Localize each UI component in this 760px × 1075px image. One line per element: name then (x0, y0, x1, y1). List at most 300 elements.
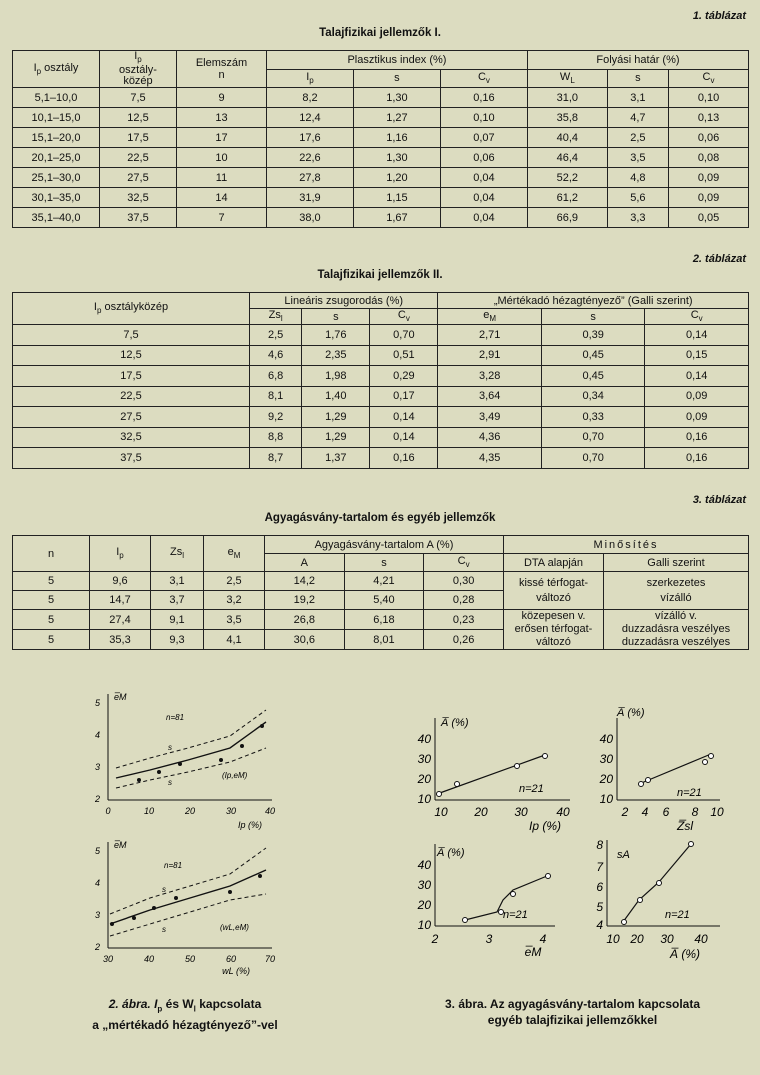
fig3-p4-ytick: 5 (596, 900, 603, 914)
t2-cell: 0,29 (370, 366, 438, 387)
fig2-top-xtick: 20 (184, 806, 196, 816)
t2-cell: 2,5 (250, 325, 302, 346)
fig3-p3-n-label: n=21 (503, 909, 528, 921)
t3-cell: 3,5 (204, 610, 265, 630)
t1-cell: 17 (177, 128, 267, 148)
t1-cell: 30,1–35,0 (13, 188, 100, 208)
fig3-p4-ytick: 7 (596, 860, 603, 874)
t2-head-s2: s (541, 309, 644, 325)
figure3-caption-line1: 3. ábra. Az agyagásvány-tartalom kapcsolata (445, 997, 700, 1011)
t3-cell: 5 (13, 572, 90, 591)
t3-head-dta: DTA alapján (504, 554, 604, 572)
fig2-top-ytick: 5 (94, 698, 100, 708)
fig3-p1-point (455, 782, 460, 787)
figure3-caption (400, 996, 745, 1028)
fig3-p1-ytick: 40 (417, 732, 431, 746)
t1-head-cv: $C_v$ (440, 69, 527, 88)
fig3-p2-xtick: 4 (641, 805, 649, 819)
t2-cell: 0,33 (541, 407, 644, 428)
fig3-p3-xtick: 3 (485, 932, 493, 946)
fig3-p2-ytick: 20 (599, 772, 613, 786)
fig2-bottom-xtick: 40 (143, 954, 155, 964)
t1-cell: 3,3 (607, 208, 668, 228)
t1-cell: 52,2 (527, 168, 607, 188)
fig3-p2-xlabel: Z̅sl (677, 819, 693, 833)
fig3-p3-point (463, 918, 468, 923)
fig3-p3-xtick: 2 (431, 932, 439, 946)
fig3-p2-ytick: 10 (599, 792, 613, 806)
t1-cell: 3,5 (607, 148, 668, 168)
fig2-top-lower-band (116, 748, 266, 788)
t1-cell: 66,9 (527, 208, 607, 228)
fig3-p1-point (543, 754, 548, 759)
t1-cell: 17,5 (100, 128, 177, 148)
t2-cell: 0,70 (370, 325, 438, 346)
t3-cell: 35,3 (90, 630, 151, 650)
fig2-top-ytick: 2 (94, 794, 100, 804)
t3-head-a: A (265, 554, 345, 572)
fig3-p3-xlabel: e̅M (524, 945, 542, 959)
t1-cell: 35,8 (527, 108, 607, 128)
fig2-top-point (260, 724, 264, 728)
fig3-p4-xtick: 30 (660, 932, 674, 946)
fig2-top-s-lower: s (168, 778, 172, 787)
fig2-bottom-xtick: 50 (184, 954, 196, 964)
fig2-bottom-ylabel: e̅M (114, 840, 127, 850)
t1-cell: 25,1–30,0 (13, 168, 100, 188)
t1-cell: 0,06 (669, 128, 749, 148)
t2-cell: 0,70 (541, 427, 644, 448)
fig2-top-point (178, 762, 182, 766)
t1-cell: 27,8 (267, 168, 354, 188)
t2-cell: 1,98 (302, 366, 370, 387)
t3-head-zs: $Zs_l$ (151, 536, 204, 572)
t2-cell: 2,35 (302, 345, 370, 366)
t2-row (13, 448, 749, 469)
t2-cell: 8,8 (250, 427, 302, 448)
fig3-p1-xtick: 20 (474, 805, 488, 819)
t2-cell: 3,28 (438, 366, 541, 387)
t3-cell: 26,8 (265, 610, 345, 630)
t2-cell: 0,45 (541, 345, 644, 366)
fig2-top-xtick: 40 (264, 806, 276, 816)
table3-title: Agyagásvány-tartalom és egyéb jellemzők (264, 512, 496, 524)
t2-cell: 1,37 (302, 448, 370, 469)
fig3-p1-ytick: 10 (417, 792, 431, 806)
fig3-p4-point (622, 920, 627, 925)
fig2-top-n-label: n=81 (166, 713, 185, 722)
fig3-p3-ytick: 10 (417, 918, 431, 932)
t3-head-cv: $C_v$ (424, 554, 504, 572)
t1-cell: 0,08 (669, 148, 749, 168)
fig2-top-ylabel: e̅M (114, 692, 127, 702)
t1-cell: 5,6 (607, 188, 668, 208)
t2-head-cv: $C_v$ (370, 309, 438, 325)
t1-cell: 0,10 (669, 88, 749, 108)
figure3-caption-line2: egyéb talajfizikai jellemzőkkel (487, 1013, 658, 1027)
t1-cell: 0,09 (669, 168, 749, 188)
t3-rating-dta-1: kissé térfogat- változó (504, 572, 604, 610)
fig2-bottom-legend: (wL,eM) (220, 923, 249, 932)
fig3-p1-ytick: 20 (417, 772, 431, 786)
fig3-p4-n-label: n=21 (665, 909, 690, 921)
t2-cell: 0,17 (370, 386, 438, 407)
fig2-top-ytick: 4 (94, 730, 100, 740)
table2-number: 2. táblázat (692, 253, 746, 265)
t3-head-clay: Agyagásvány-tartalom A (%) (265, 536, 504, 554)
t1-head-class: $I_p$ osztály (13, 51, 100, 88)
t2-cell: 12,5 (13, 345, 250, 366)
t1-cell: 35,1–40,0 (13, 208, 100, 228)
t1-cell: 2,5 (607, 128, 668, 148)
t2-row (13, 386, 749, 407)
fig3-p1-xlabel: Ip (%) (528, 819, 562, 833)
t1-cell: 15,1–20,0 (13, 128, 100, 148)
fig3-p1-n-label: n=21 (519, 783, 544, 795)
t1-head-wl: $W_L$ (527, 69, 607, 88)
t2-cell: 4,36 (438, 427, 541, 448)
fig3-p2-xtick: 10 (710, 805, 724, 819)
t1-cell: 1,67 (353, 208, 440, 228)
figure2-caption-line2: a „mértékadó hézagtényező”-vel (92, 1018, 278, 1033)
table3 (12, 535, 749, 650)
t1-head-plastic: Plasztikus index (%) (267, 51, 528, 70)
t3-head-em: $e_M$ (204, 536, 265, 572)
t1-head-s2: s (607, 69, 668, 88)
t3-cell: 3,7 (151, 591, 204, 610)
fig2-top-xtick: 0 (105, 806, 111, 816)
fig3-chart-ip (417, 717, 570, 833)
t1-cell: 61,2 (527, 188, 607, 208)
t2-cell: 6,8 (250, 366, 302, 387)
t1-cell: 8,2 (267, 88, 354, 108)
t2-cell: 0,70 (541, 448, 644, 469)
fig3-p4-point (689, 842, 694, 847)
t1-cell: 0,10 (440, 108, 527, 128)
t1-cell: 17,6 (267, 128, 354, 148)
t1-head-mid: $I_p$ osztály- közép (100, 51, 177, 88)
fig3-p1-xtick: 30 (514, 805, 528, 819)
fig3-p3-ytick: 20 (417, 898, 431, 912)
t1-cell: 3,1 (607, 88, 668, 108)
t2-head-zs: $Zs_l$ (250, 309, 302, 325)
fig3-chart-em (417, 844, 555, 959)
t1-cell: 0,05 (669, 208, 749, 228)
fig3-p4-point (638, 898, 643, 903)
t1-cell: 31,9 (267, 188, 354, 208)
t2-row (13, 407, 749, 428)
t3-cell: 6,18 (344, 610, 424, 630)
t1-cell: 1,27 (353, 108, 440, 128)
fig3-p2-ytick: 40 (599, 732, 613, 746)
fig2-top-point (219, 758, 223, 762)
t1-cell: 12,4 (267, 108, 354, 128)
table3-number: 3. táblázat (692, 494, 746, 506)
t1-cell: 10,1–15,0 (13, 108, 100, 128)
fig2-bottom-xtick: 30 (102, 954, 114, 964)
t2-cell: 1,29 (302, 407, 370, 428)
fig3-p2-xtick: 6 (662, 805, 670, 819)
t1-cell: 31,0 (527, 88, 607, 108)
t3-cell: 14,2 (265, 572, 345, 591)
t1-row (13, 168, 749, 188)
fig2-bottom-xlabel: wL (%) (222, 966, 250, 976)
t2-row (13, 427, 749, 448)
t1-cell: 12,5 (100, 108, 177, 128)
fig3-p3-ytick: 40 (417, 858, 431, 872)
t3-cell: 4,21 (344, 572, 424, 591)
fig3-p3-point (499, 910, 504, 915)
fig2-bottom-ytick: 2 (94, 942, 100, 952)
fig3-chart-sa (596, 838, 720, 961)
t2-cell: 8,1 (250, 386, 302, 407)
t3-cell: 5 (13, 610, 90, 630)
t2-cell: 1,76 (302, 325, 370, 346)
fig2-bottom-point (228, 890, 232, 894)
t1-row (13, 128, 749, 148)
t3-cell: 0,30 (424, 572, 504, 591)
t3-rating-galli-2: vízálló v. duzzadásra veszélyes duzzadásra veszélyes (604, 610, 749, 650)
t1-cell: 4,8 (607, 168, 668, 188)
t1-cell: 7 (177, 208, 267, 228)
t1-cell: 0,13 (669, 108, 749, 128)
table2-title: Talajfizikai jellemzők II. (317, 269, 443, 281)
fig3-p4-ytick: 8 (596, 838, 603, 852)
fig2-top-xtick: 10 (143, 806, 155, 816)
t2-cell: 37,5 (13, 448, 250, 469)
t1-cell: 1,16 (353, 128, 440, 148)
t2-cell: 0,16 (645, 427, 749, 448)
fig3-p1-point (437, 792, 442, 797)
t1-head-count: Elemszám n (177, 51, 267, 88)
t1-head-s: s (353, 69, 440, 88)
t1-head-ip: $I_p$ (267, 69, 354, 88)
fig3-p3-ytick: 30 (417, 878, 431, 892)
fig3-p2-xtick: 2 (621, 805, 629, 819)
t3-rating-galli-1: szerkezetes vízálló (604, 572, 749, 610)
t2-cell: 0,14 (370, 427, 438, 448)
fig2-top-point (157, 770, 161, 774)
fig3-p2-point (639, 782, 644, 787)
t2-cell: 1,40 (302, 386, 370, 407)
t3-cell: 4,1 (204, 630, 265, 650)
t2-row (13, 345, 749, 366)
t1-cell: 5,1–10,0 (13, 88, 100, 108)
fig2-bottom-ytick: 3 (94, 910, 100, 920)
fig3-p3-point (511, 892, 516, 897)
t1-cell: 7,5 (100, 88, 177, 108)
fig3-p3-point (546, 874, 551, 879)
t2-cell: 4,6 (250, 345, 302, 366)
t2-cell: 27,5 (13, 407, 250, 428)
fig2-bottom-xtick: 60 (225, 954, 237, 964)
t2-cell: 0,09 (645, 407, 749, 428)
t2-cell: 0,09 (645, 386, 749, 407)
fig3-p2-point (703, 760, 708, 765)
t1-cell: 22,6 (267, 148, 354, 168)
t3-cell: 0,28 (424, 591, 504, 610)
fig3-p4-xtick: 20 (630, 932, 644, 946)
t3-cell: 5 (13, 630, 90, 650)
fig3-p4-xtick: 10 (606, 932, 620, 946)
fig2-top-point (137, 778, 141, 782)
t1-row (13, 108, 749, 128)
t3-head-s: s (344, 554, 424, 572)
t2-cell: 0,15 (645, 345, 749, 366)
t3-cell: 0,26 (424, 630, 504, 650)
fig2-top-xlabel: Ip (%) (237, 820, 262, 830)
t2-cell: 2,91 (438, 345, 541, 366)
t3-cell: 9,6 (90, 572, 151, 591)
t3-cell: 8,01 (344, 630, 424, 650)
t1-row (13, 208, 749, 228)
t1-cell: 0,04 (440, 188, 527, 208)
t2-head-em: $e_M$ (438, 309, 541, 325)
t3-cell: 5,40 (344, 591, 424, 610)
t1-cell: 4,7 (607, 108, 668, 128)
t1-cell: 22,5 (100, 148, 177, 168)
t1-cell: 0,04 (440, 168, 527, 188)
fig3-p2-point (646, 778, 651, 783)
t1-cell: 40,4 (527, 128, 607, 148)
fig2-bottom-point (132, 916, 136, 920)
t2-cell: 2,71 (438, 325, 541, 346)
t2-cell: 8,7 (250, 448, 302, 469)
t1-cell: 1,30 (353, 88, 440, 108)
fig3-p1-ytick: 30 (417, 752, 431, 766)
t2-cell: 0,45 (541, 366, 644, 387)
t2-cell: 9,2 (250, 407, 302, 428)
fig2-top-chart (94, 692, 275, 830)
figure2-caption (60, 996, 310, 1033)
t3-cell: 5 (13, 591, 90, 610)
t3-cell: 9,1 (151, 610, 204, 630)
t2-cell: 0,14 (645, 325, 749, 346)
fig3-p1-point (515, 764, 520, 769)
t3-head-galli: Galli szerint (604, 554, 749, 572)
t2-head-shrink: Lineáris zsugorodás (%) (250, 293, 438, 309)
t3-cell: 2,5 (204, 572, 265, 591)
t3-head-ip: $I_p$ (90, 536, 151, 572)
fig2-top-xtick: 30 (225, 806, 237, 816)
t3-cell: 14,7 (90, 591, 151, 610)
table1-title: Talajfizikai jellemzők I. (319, 27, 441, 39)
t2-cell: 3,49 (438, 407, 541, 428)
t2-head-s: s (302, 309, 370, 325)
fig3-p2-ytick: 30 (599, 752, 613, 766)
t1-row (13, 188, 749, 208)
t3-cell: 30,6 (265, 630, 345, 650)
t2-cell: 3,64 (438, 386, 541, 407)
table1-number: 1. táblázat (692, 10, 746, 22)
t1-cell: 1,15 (353, 188, 440, 208)
t1-head-cv2: $C_v$ (669, 69, 749, 88)
t2-cell: 17,5 (13, 366, 250, 387)
t1-cell: 1,20 (353, 168, 440, 188)
t1-cell: 38,0 (267, 208, 354, 228)
fig2-bottom-n-label: n=81 (164, 861, 183, 870)
t1-cell: 14 (177, 188, 267, 208)
fig2-bottom-point (258, 874, 262, 878)
t2-cell: 0,39 (541, 325, 644, 346)
t1-cell: 0,09 (669, 188, 749, 208)
t1-cell: 0,07 (440, 128, 527, 148)
t2-cell: 7,5 (13, 325, 250, 346)
fig2-bottom-ytick: 4 (94, 878, 100, 888)
t1-head-flow: Folyási határ (%) (527, 51, 748, 70)
t1-cell: 37,5 (100, 208, 177, 228)
fig2-bottom-chart (94, 840, 275, 976)
t3-cell: 27,4 (90, 610, 151, 630)
t1-cell: 46,4 (527, 148, 607, 168)
t2-cell: 0,51 (370, 345, 438, 366)
t3-head-rating: Minősítés (504, 536, 749, 554)
t2-cell: 32,5 (13, 427, 250, 448)
t2-cell: 1,29 (302, 427, 370, 448)
table1 (12, 50, 749, 228)
t1-cell: 11 (177, 168, 267, 188)
fig2-bottom-point (110, 922, 114, 926)
t3-head-n: n (13, 536, 90, 572)
fig3-p1-xtick: 10 (434, 805, 448, 819)
t3-rating-dta-2: közepesen v. erősen térfogat- változó (504, 610, 604, 650)
fig3-p2-xtick: 8 (691, 805, 699, 819)
t2-head-cv2: $C_v$ (645, 309, 749, 325)
fig3-p1-ylabel: A̅ (%) (441, 717, 469, 729)
t2-cell: 0,14 (370, 407, 438, 428)
fig2-top-ytick: 3 (94, 762, 100, 772)
table2 (12, 292, 749, 469)
t1-cell: 20,1–25,0 (13, 148, 100, 168)
t2-cell: 4,35 (438, 448, 541, 469)
t1-row (13, 88, 749, 108)
t3-cell: 0,23 (424, 610, 504, 630)
fig3-p2-point (709, 754, 714, 759)
fig2-bottom-point (174, 896, 178, 900)
fig3-p4-xlabel: A̅ (%) (670, 947, 700, 961)
fig3-p4-point (657, 881, 662, 886)
fig2-top-s-upper: s (168, 743, 172, 752)
fig3-p3-xtick: 4 (539, 932, 547, 946)
t2-row (13, 325, 749, 346)
figure3-charts (395, 700, 745, 980)
fig2-top-regression (116, 722, 266, 778)
t1-cell: 13 (177, 108, 267, 128)
fig3-p4-xtick: 40 (694, 932, 708, 946)
t3-cell: 3,2 (204, 591, 265, 610)
fig2-top-point (240, 744, 244, 748)
fig2-bottom-s-lower: s (162, 925, 166, 934)
t3-cell: 3,1 (151, 572, 204, 591)
fig2-bottom-s-upper: s (162, 885, 166, 894)
fig2-bottom-ytick: 5 (94, 846, 100, 856)
t2-cell: 0,16 (370, 448, 438, 469)
t3-cell: 9,3 (151, 630, 204, 650)
t2-cell: 0,14 (645, 366, 749, 387)
t1-cell: 10 (177, 148, 267, 168)
t2-cell: 0,34 (541, 386, 644, 407)
t1-cell: 0,16 (440, 88, 527, 108)
t1-cell: 27,5 (100, 168, 177, 188)
t1-row (13, 148, 749, 168)
fig3-chart-zs (599, 707, 724, 833)
figure2-charts (80, 682, 290, 982)
fig2-bottom-xtick: 70 (264, 954, 276, 964)
figure2-caption-line1: 2. ábra. $I_p$ és $W_l$ kapcsolata (108, 997, 262, 1014)
fig2-top-legend: (Ip,eM) (222, 771, 248, 780)
fig2-bottom-point (152, 906, 156, 910)
fig3-p4-ytick: 4 (596, 918, 603, 932)
